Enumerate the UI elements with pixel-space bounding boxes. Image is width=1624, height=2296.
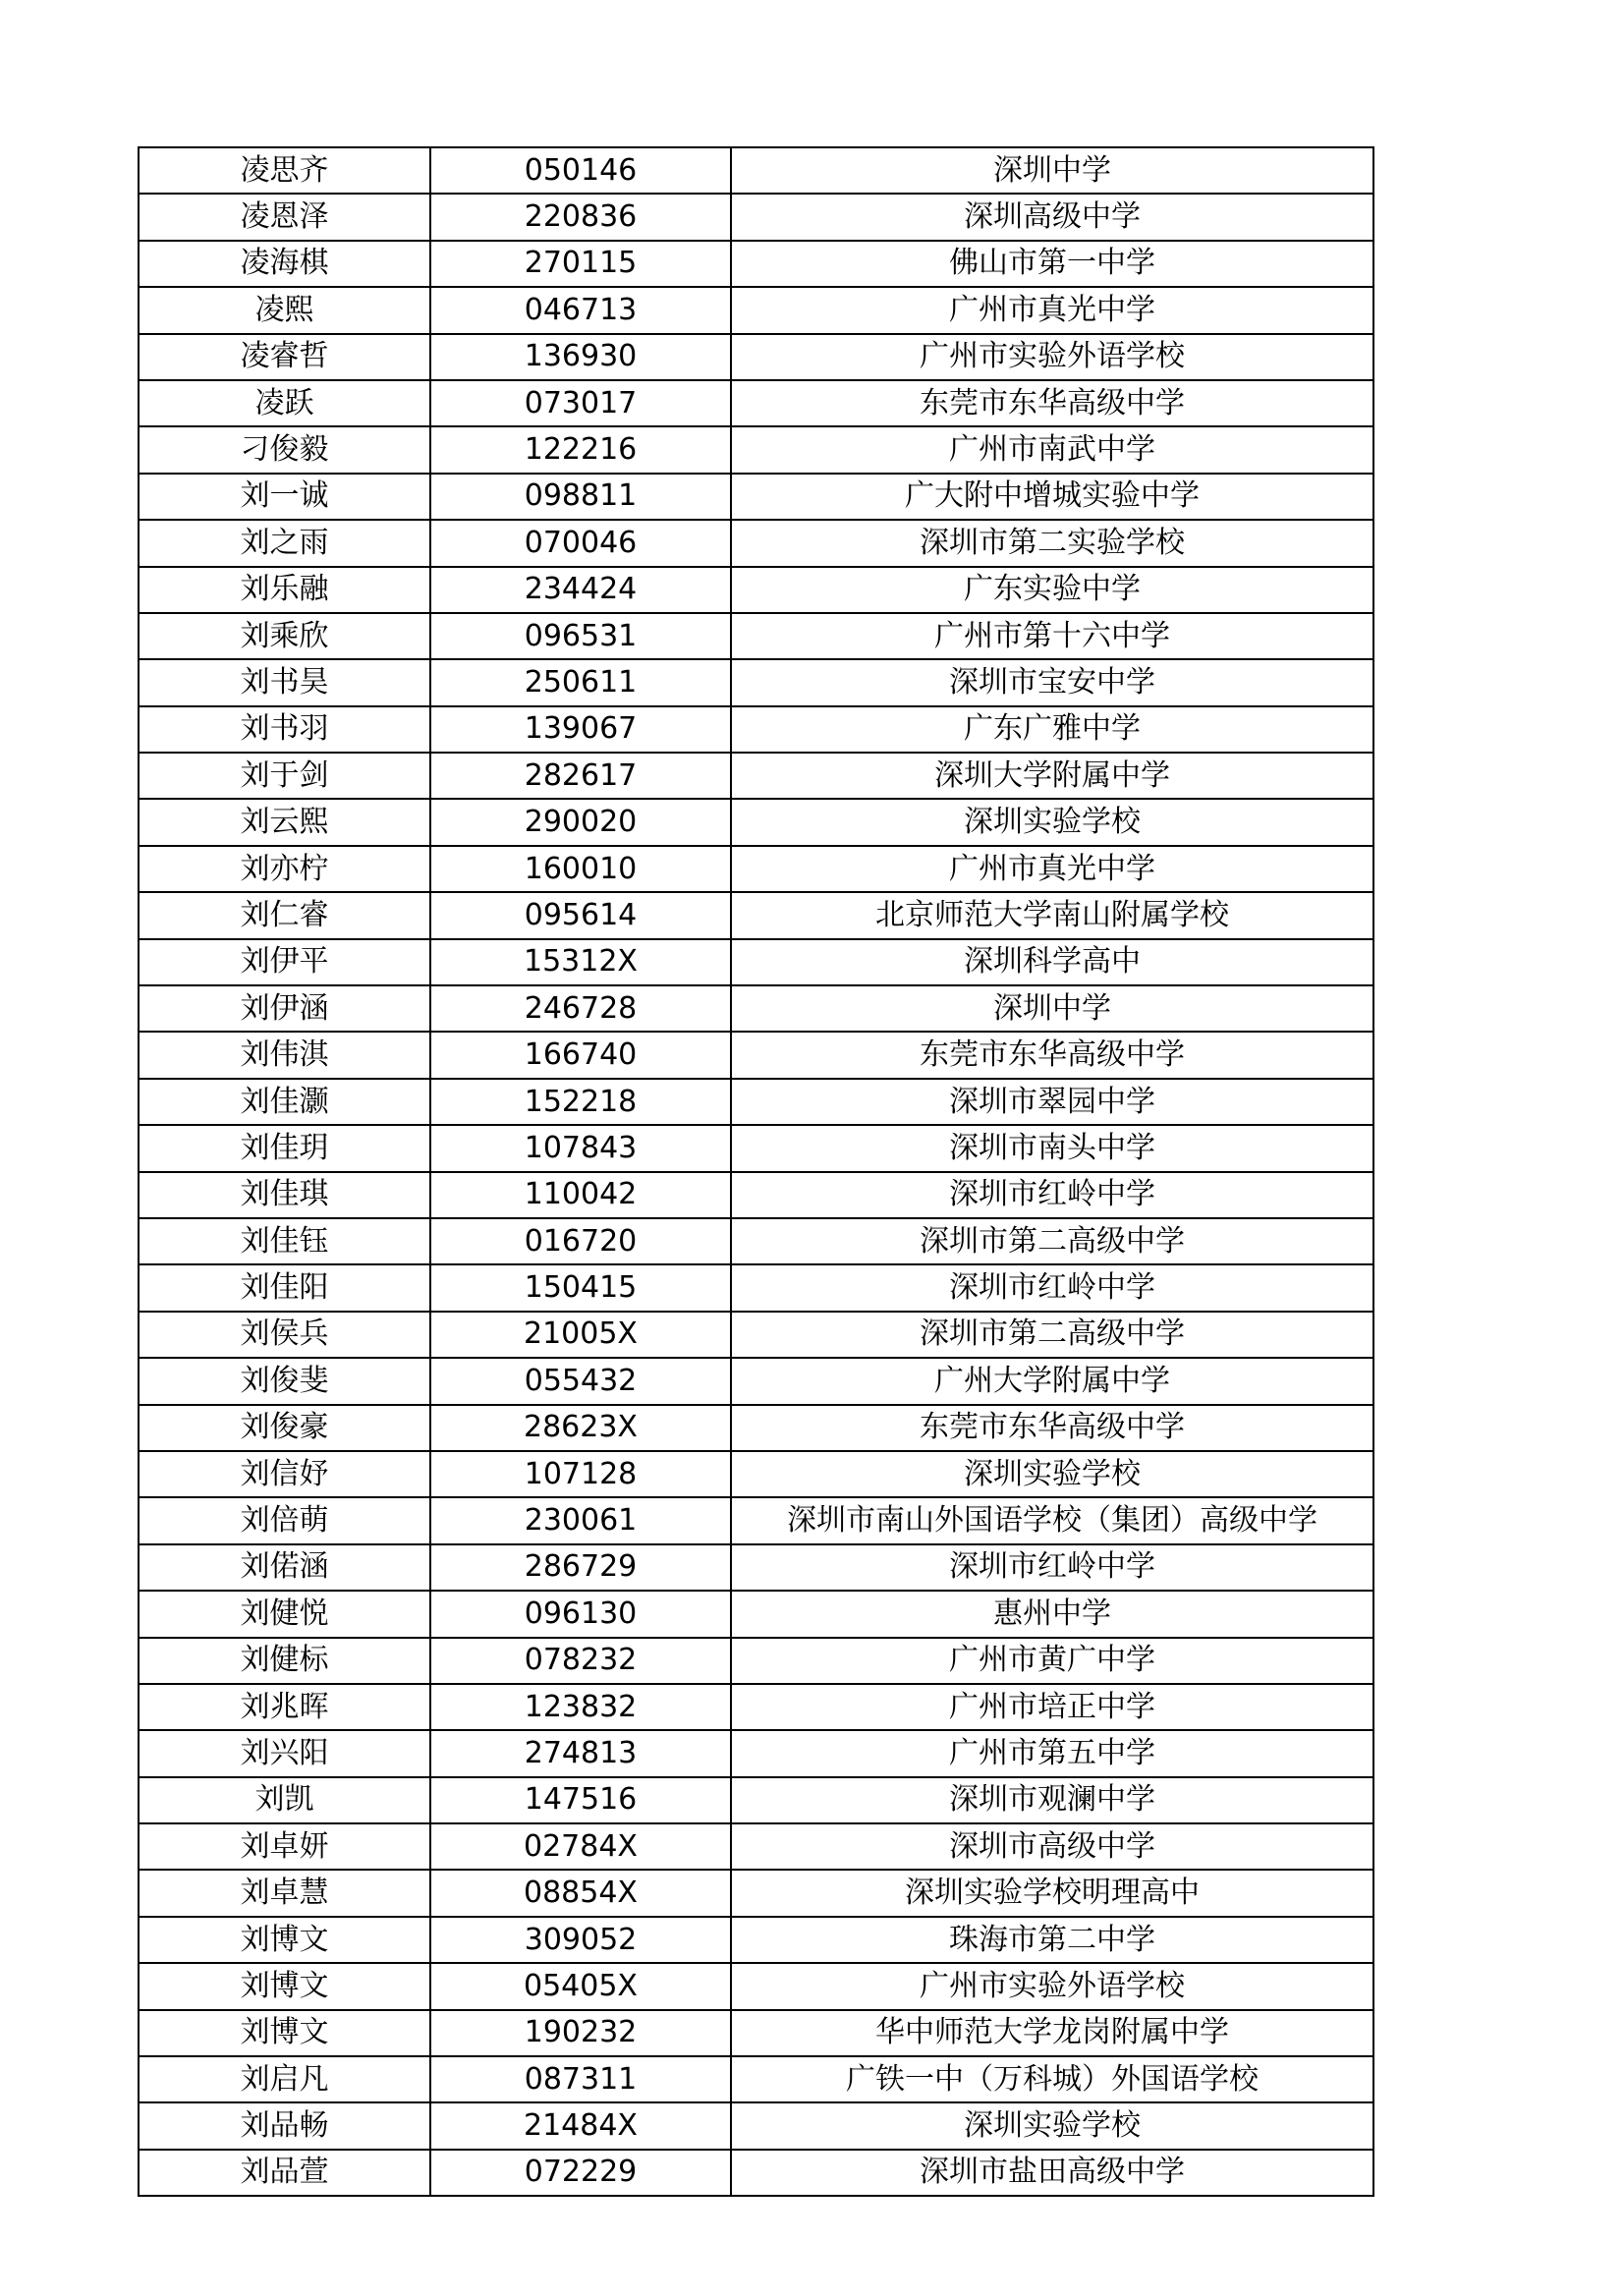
student-name-cell: 凌跃 (139, 380, 430, 426)
student-id-cell: 107843 (430, 1125, 731, 1171)
school-name-cell: 佛山市第一中学 (731, 241, 1373, 287)
school-name-cell: 深圳市高级中学 (731, 1823, 1373, 1870)
student-name-cell: 刘仁睿 (139, 892, 430, 938)
table-row (139, 939, 1373, 985)
student-id-cell: 078232 (430, 1638, 731, 1684)
student-name-cell: 刘健悦 (139, 1591, 430, 1637)
student-id-cell: 282617 (430, 753, 731, 799)
table-row (139, 1823, 1373, 1870)
school-name-cell: 广铁一中（万科城）外国语学校 (731, 2056, 1373, 2102)
student-id-cell: 21484X (430, 2102, 731, 2149)
school-name-cell: 广州大学附属中学 (731, 1358, 1373, 1404)
table-row (139, 1032, 1373, 1078)
student-id-cell: 190232 (430, 2010, 731, 2056)
table-row (139, 1870, 1373, 1916)
student-id-cell: 050146 (430, 147, 731, 194)
school-name-cell: 深圳市红岭中学 (731, 1264, 1373, 1311)
student-id-cell: 28623X (430, 1405, 731, 1451)
table-row (139, 846, 1373, 892)
student-name-cell: 刘书昊 (139, 659, 430, 705)
student-name-cell: 刘健标 (139, 1638, 430, 1684)
table-row (139, 1125, 1373, 1171)
table-body (139, 147, 1373, 2196)
student-name-cell: 刘侯兵 (139, 1312, 430, 1358)
school-name-cell: 深圳市第二高级中学 (731, 1218, 1373, 1264)
student-id-cell: 070046 (430, 520, 731, 566)
school-name-cell: 广州市南武中学 (731, 426, 1373, 473)
school-name-cell: 深圳中学 (731, 147, 1373, 194)
student-name-cell: 凌恩泽 (139, 194, 430, 240)
school-name-cell: 广州市实验外语学校 (731, 1963, 1373, 2009)
school-name-cell: 深圳市红岭中学 (731, 1544, 1373, 1591)
table-row (139, 985, 1373, 1032)
student-id-cell: 02784X (430, 1823, 731, 1870)
student-id-cell: 166740 (430, 1032, 731, 1078)
student-id-cell: 152218 (430, 1079, 731, 1125)
table-row (139, 1777, 1373, 1823)
school-name-cell: 广东广雅中学 (731, 706, 1373, 753)
student-name-cell: 刘卓慧 (139, 1870, 430, 1916)
student-name-cell: 刘倍萌 (139, 1497, 430, 1543)
student-id-cell: 270115 (430, 241, 731, 287)
student-name-cell: 刘凯 (139, 1777, 430, 1823)
school-name-cell: 华中师范大学龙岗附属中学 (731, 2010, 1373, 2056)
student-id-cell: 21005X (430, 1312, 731, 1358)
school-name-cell: 广大附中增城实验中学 (731, 474, 1373, 520)
student-id-cell: 016720 (430, 1218, 731, 1264)
student-id-cell: 087311 (430, 2056, 731, 2102)
student-name-cell: 刘乘欣 (139, 613, 430, 659)
student-name-cell: 凌熙 (139, 287, 430, 333)
student-id-cell: 110042 (430, 1172, 731, 1218)
table-row (139, 334, 1373, 380)
table-row (139, 2010, 1373, 2056)
school-name-cell: 广州市真光中学 (731, 287, 1373, 333)
table-row (139, 147, 1373, 194)
school-name-cell: 广州市培正中学 (731, 1684, 1373, 1730)
student-id-cell: 290020 (430, 799, 731, 845)
student-id-cell: 15312X (430, 939, 731, 985)
table-row (139, 1358, 1373, 1404)
school-name-cell: 深圳市南山外国语学校（集团）高级中学 (731, 1497, 1373, 1543)
student-name-cell: 刘于剑 (139, 753, 430, 799)
table-row (139, 567, 1373, 613)
school-name-cell: 东莞市东华高级中学 (731, 380, 1373, 426)
student-id-cell: 055432 (430, 1358, 731, 1404)
student-name-cell: 刘佳琪 (139, 1172, 430, 1218)
school-name-cell: 深圳实验学校 (731, 1451, 1373, 1497)
student-id-cell: 123832 (430, 1684, 731, 1730)
student-name-cell: 刘之雨 (139, 520, 430, 566)
table-row (139, 2102, 1373, 2149)
table-row (139, 1172, 1373, 1218)
table-row (139, 1079, 1373, 1125)
school-name-cell: 广州市第五中学 (731, 1730, 1373, 1776)
table-row (139, 1312, 1373, 1358)
student-id-cell: 073017 (430, 380, 731, 426)
student-name-cell: 刘俊斐 (139, 1358, 430, 1404)
student-name-cell: 凌海棋 (139, 241, 430, 287)
student-name-cell: 刘博文 (139, 1917, 430, 1963)
student-name-cell: 刘兴阳 (139, 1730, 430, 1776)
school-name-cell: 广州市真光中学 (731, 846, 1373, 892)
student-name-cell: 刘亦柠 (139, 846, 430, 892)
student-name-cell: 刘卓妍 (139, 1823, 430, 1870)
table-row (139, 1730, 1373, 1776)
student-id-cell: 05405X (430, 1963, 731, 2009)
school-name-cell: 广州市黄广中学 (731, 1638, 1373, 1684)
student-name-cell: 凌睿哲 (139, 334, 430, 380)
table-row (139, 1218, 1373, 1264)
table-row (139, 613, 1373, 659)
table-row (139, 241, 1373, 287)
table-row (139, 2056, 1373, 2102)
school-name-cell: 深圳市宝安中学 (731, 659, 1373, 705)
student-name-cell: 刘佳钰 (139, 1218, 430, 1264)
student-name-cell: 刘伊涵 (139, 985, 430, 1032)
school-name-cell: 东莞市东华高级中学 (731, 1405, 1373, 1451)
student-name-cell: 刘佳阳 (139, 1264, 430, 1311)
student-name-cell: 刁俊毅 (139, 426, 430, 473)
table-row (139, 1917, 1373, 1963)
school-name-cell: 深圳市红岭中学 (731, 1172, 1373, 1218)
table-row (139, 426, 1373, 473)
student-id-cell: 234424 (430, 567, 731, 613)
table-row (139, 1684, 1373, 1730)
student-name-cell: 刘博文 (139, 2010, 430, 2056)
table-row (139, 1638, 1373, 1684)
student-name-cell: 刘佳灏 (139, 1079, 430, 1125)
table-row (139, 706, 1373, 753)
student-id-cell: 095614 (430, 892, 731, 938)
school-name-cell: 深圳大学附属中学 (731, 753, 1373, 799)
student-name-cell: 刘佳玥 (139, 1125, 430, 1171)
table-row (139, 1264, 1373, 1311)
school-name-cell: 北京师范大学南山附属学校 (731, 892, 1373, 938)
table-row (139, 753, 1373, 799)
student-name-cell: 刘一诚 (139, 474, 430, 520)
student-id-cell: 246728 (430, 985, 731, 1032)
student-name-cell: 刘博文 (139, 1963, 430, 2009)
student-id-cell: 08854X (430, 1870, 731, 1916)
student-id-cell: 096531 (430, 613, 731, 659)
school-name-cell: 广州市第十六中学 (731, 613, 1373, 659)
table-row (139, 380, 1373, 426)
table-row (139, 1591, 1373, 1637)
table-row (139, 1544, 1373, 1591)
student-name-cell: 刘信妤 (139, 1451, 430, 1497)
school-name-cell: 深圳高级中学 (731, 194, 1373, 240)
student-id-cell: 309052 (430, 1917, 731, 1963)
student-name-cell: 刘伊平 (139, 939, 430, 985)
student-name-cell: 刘书羽 (139, 706, 430, 753)
student-id-cell: 147516 (430, 1777, 731, 1823)
student-id-cell: 220836 (430, 194, 731, 240)
student-id-cell: 107128 (430, 1451, 731, 1497)
student-id-cell: 072229 (430, 2150, 731, 2196)
school-name-cell: 广州市实验外语学校 (731, 334, 1373, 380)
school-name-cell: 东莞市东华高级中学 (731, 1032, 1373, 1078)
student-id-cell: 150415 (430, 1264, 731, 1311)
student-id-cell: 046713 (430, 287, 731, 333)
student-id-cell: 250611 (430, 659, 731, 705)
student-name-cell: 刘品畅 (139, 2102, 430, 2149)
school-name-cell: 深圳实验学校 (731, 799, 1373, 845)
table-row (139, 1497, 1373, 1543)
table-row (139, 474, 1373, 520)
table-row (139, 194, 1373, 240)
table-row (139, 799, 1373, 845)
student-id-cell: 139067 (430, 706, 731, 753)
student-name-cell: 刘俊豪 (139, 1405, 430, 1451)
student-id-cell: 122216 (430, 426, 731, 473)
table-row (139, 1963, 1373, 2009)
student-id-cell: 160010 (430, 846, 731, 892)
table-row (139, 1405, 1373, 1451)
school-name-cell: 深圳市第二实验学校 (731, 520, 1373, 566)
school-name-cell: 深圳实验学校明理高中 (731, 1870, 1373, 1916)
table-row (139, 2150, 1373, 2196)
school-name-cell: 惠州中学 (731, 1591, 1373, 1637)
student-name-cell: 凌思齐 (139, 147, 430, 194)
student-id-cell: 286729 (430, 1544, 731, 1591)
student-name-cell: 刘兆晖 (139, 1684, 430, 1730)
table-row (139, 1451, 1373, 1497)
school-name-cell: 深圳中学 (731, 985, 1373, 1032)
student-id-cell: 136930 (430, 334, 731, 380)
school-name-cell: 深圳实验学校 (731, 2102, 1373, 2149)
student-name-cell: 刘偌涵 (139, 1544, 430, 1591)
student-id-cell: 098811 (430, 474, 731, 520)
school-name-cell: 深圳市翠园中学 (731, 1079, 1373, 1125)
student-name-cell: 刘云熙 (139, 799, 430, 845)
table-row (139, 287, 1373, 333)
student-name-cell: 刘乐融 (139, 567, 430, 613)
table-row (139, 520, 1373, 566)
student-id-cell: 096130 (430, 1591, 731, 1637)
student-name-cell: 刘启凡 (139, 2056, 430, 2102)
school-name-cell: 珠海市第二中学 (731, 1917, 1373, 1963)
school-name-cell: 深圳科学高中 (731, 939, 1373, 985)
name-list-table (138, 146, 1374, 2197)
school-name-cell: 深圳市南头中学 (731, 1125, 1373, 1171)
school-name-cell: 深圳市观澜中学 (731, 1777, 1373, 1823)
student-name-cell: 刘伟淇 (139, 1032, 430, 1078)
table-row (139, 659, 1373, 705)
student-id-cell: 274813 (430, 1730, 731, 1776)
school-name-cell: 深圳市盐田高级中学 (731, 2150, 1373, 2196)
school-name-cell: 深圳市第二高级中学 (731, 1312, 1373, 1358)
student-id-cell: 230061 (430, 1497, 731, 1543)
table-row (139, 892, 1373, 938)
school-name-cell: 广东实验中学 (731, 567, 1373, 613)
student-name-cell: 刘品萱 (139, 2150, 430, 2196)
